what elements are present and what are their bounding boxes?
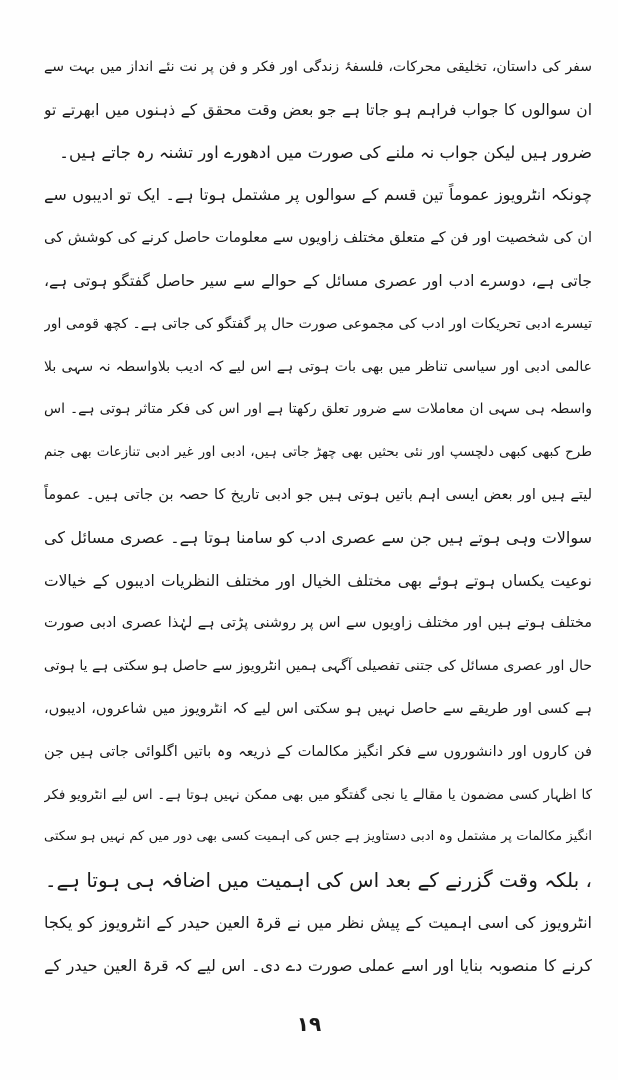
text-line: ہے کسی اور طریقے سے حاصل نہیں ہو سکتی اس لیے کہ انٹرویوز میں شاعروں، ادیبوں، [44, 700, 592, 717]
text-line: جاتی ہے، دوسرے ادب اور عصری مسائل کے حوالے سے سیر حاصل گفتگو ہوتی ہے، [44, 271, 592, 290]
page-number: ۱۹ [296, 1012, 322, 1036]
text-line: عالمی ادبی اور سیاسی تناظر میں بھی بات ہوتی ہے اس لیے کہ ادیب بلاواسطہ نہ سہی بلا [44, 358, 592, 375]
text-line: طرح کبھی کبھی دلچسپ اور نئی بحثیں بھی چھڑ جاتی ہیں، ادبی اور غیر ادبی تنازعات بھی جنم [44, 444, 592, 461]
text-line: حال اور عصری مسائل کی جتنی تفصیلی آگہی ہمیں انٹرویوز سے حاصل ہو سکتی ہے یا ہوتی [44, 658, 592, 675]
text-line: ضرور ہیں لیکن جواب نہ ملنے کی صورت میں ادھورے اور تشنہ رہ جاتے ہیں۔ [59, 142, 592, 162]
text-line: انگیز مکالمات پر مشتمل وہ ادبی دستاویز ہے جس کی اہمیت کسی بھی دور میں کم نہیں ہو سکتی [44, 829, 592, 845]
text-line: تیسرے ادبی تحریکات اور ادب کی مجموعی صورت حال پر گفتگو کی جاتی ہے۔ کچھ قومی اور [44, 315, 592, 332]
text-line: سفر کی داستان، تخلیقی محرکات، فلسفۂ زندگی اور فکر و فن پر نت نئے انداز میں بہت سے [44, 59, 592, 75]
text-line: واسطہ ہی سہی ان معاملات سے ضرور تعلق رکھتا ہے اور اس کی فکر متاثر ہوتی ہے۔ اس [44, 401, 592, 418]
text-line: لیتے ہیں اور بعض ایسی اہم باتیں ہوتی ہیں جو ادبی تاریخ کا حصہ بن جاتی ہیں۔ عموماً [44, 486, 592, 503]
text-line: فن کاروں اور دانشوروں سے فکر انگیز مکالمات کے ذریعہ وہ باتیں اگلوائی جاتی ہیں جن [44, 743, 592, 760]
text-line: ، بلکہ وقت گزرنے کے بعد اس کی اہمیت میں اضافہ ہی ہوتا ہے۔ [44, 868, 592, 893]
text-line: کا اظہار کسی مضمون یا مقالے یا نجی گفتگو میں بھی ممکن نہیں ہوتا ہے۔ اس لیے انٹرویو فکر [44, 786, 592, 803]
text-line: چونکہ انٹرویوز عموماً تین قسم کے سوالوں پر مشتمل ہوتا ہے۔ ایک تو ادیبوں سے [44, 185, 592, 205]
text-line: ان کی شخصیت اور فن کے متعلق مختلف زاویوں سے معلومات حاصل کرنے کی کوشش کی [44, 230, 592, 247]
text-line: مختلف ہوتے ہیں اور مختلف زاویوں سے اس پر روشنی پڑتی ہے لہٰذا عصری ادبی صورت [44, 615, 592, 632]
body-text [44, 46, 592, 988]
text-line: سوالات وہی ہوتے ہیں جن سے عصری ادب کو سامنا ہوتا ہے۔ عصری مسائل کی [44, 527, 592, 547]
text-line: نوعیت یکساں ہوتے ہوئے بھی مختلف الخیال اور مختلف النظریات ادیبوں کے خیالات [44, 571, 592, 590]
text-line: انٹرویوز کی اسی اہمیت کے پیش نظر میں نے قرۃ العین حیدر کے انٹرویوز کو یکجا [44, 912, 592, 932]
text-line: ان سوالوں کا جواب فراہم ہو جاتا ہے جو بعض وقت محقق کے ذہنوں میں ابھرتے تو [44, 100, 592, 119]
text-line: کرنے کا منصوبہ بنایا اور اسے عملی صورت دے دی۔ اس لیے کہ قرۃ العین حیدر کے [44, 955, 592, 975]
